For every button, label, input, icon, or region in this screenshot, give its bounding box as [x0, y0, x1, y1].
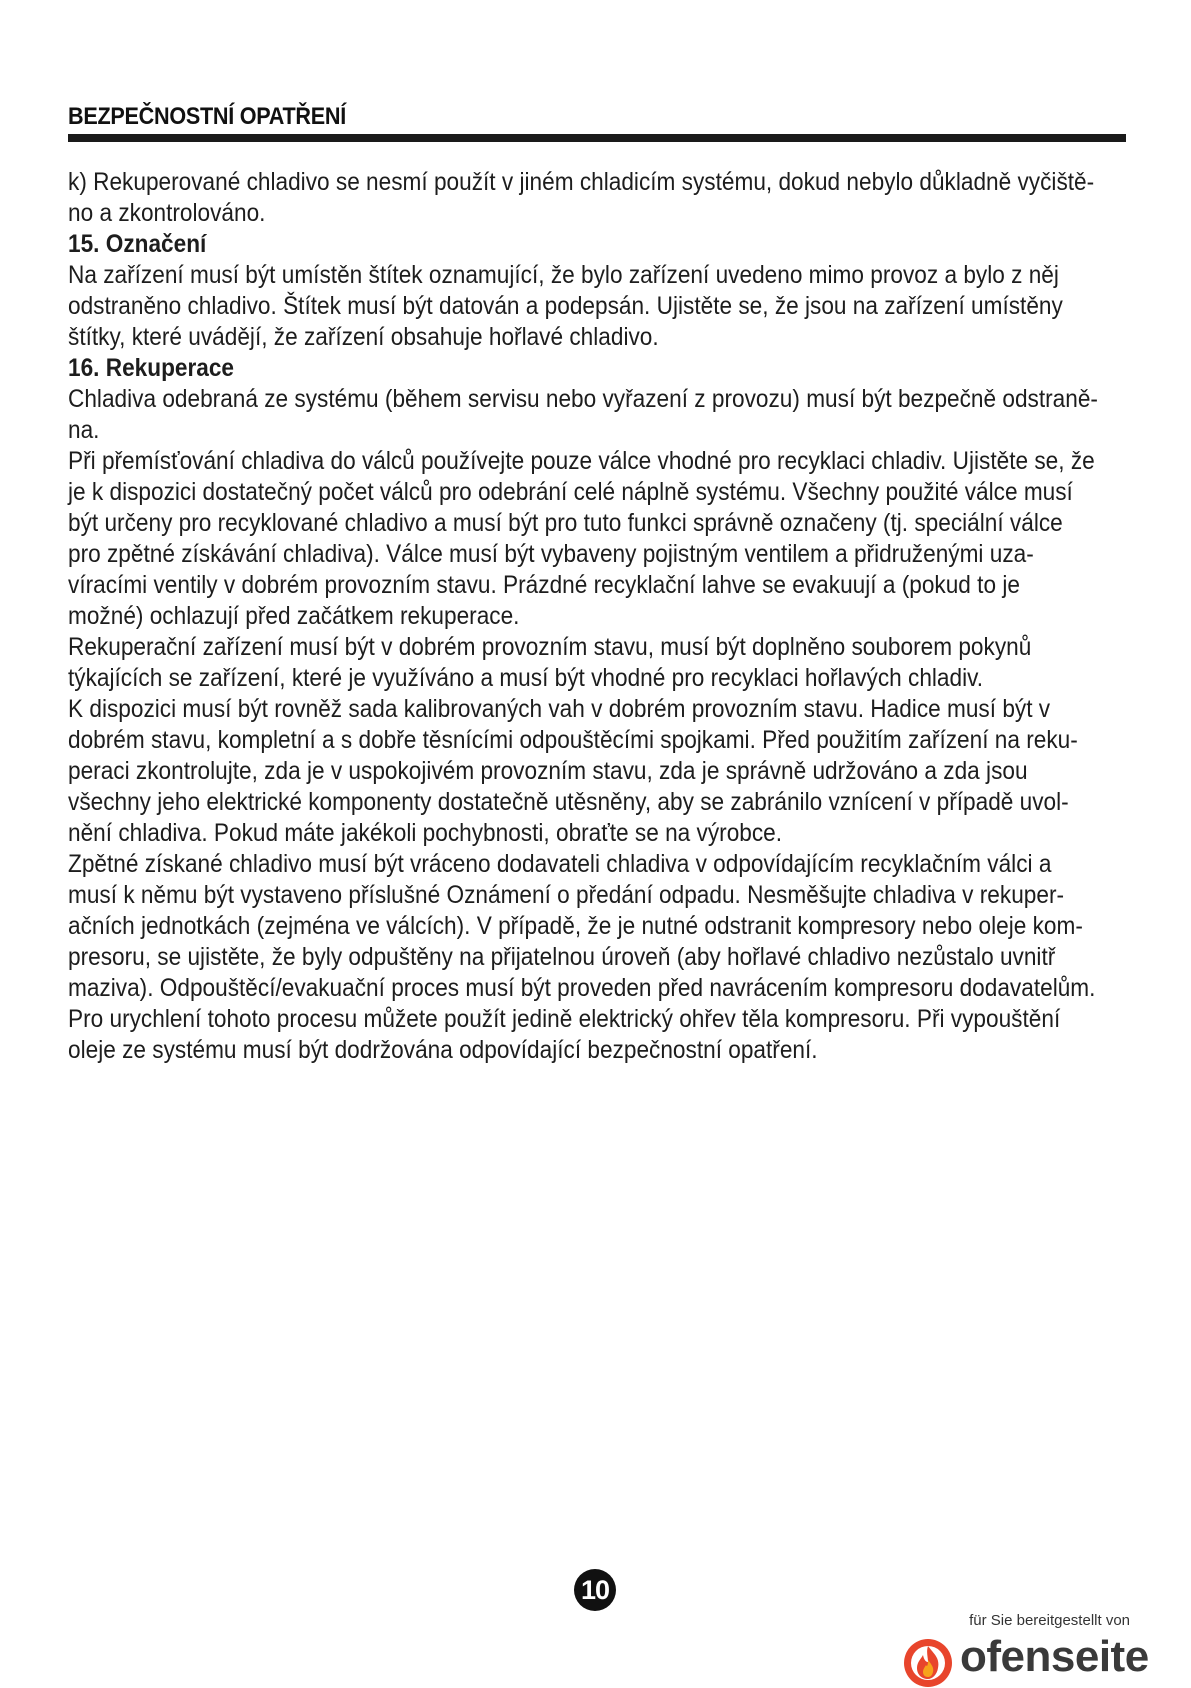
body-text-line: Chladiva odebraná ze systému (během servisu nebo vyřazení z provozu) musí být bezpečně odstraně- — [68, 385, 1098, 413]
section-heading: 16. Rekuperace — [68, 354, 235, 382]
section-heading: 15. Označení — [68, 230, 207, 258]
brand-name: ofenseite — [960, 1632, 1149, 1681]
header-divider — [68, 134, 1126, 142]
body-text-line: je k dispozici dostatečný počet válců pro odebrání celé náplně systému. Všechny použité válce musí — [68, 478, 1073, 506]
body-text-line: možné) ochlazují před začátkem rekuperace. — [68, 602, 520, 630]
body-text-line: Rekuperační zařízení musí být v dobrém provozním stavu, musí být doplněno souborem pokynů — [68, 633, 1032, 661]
body-text-line: ačních jednotkách (zejména ve válcích). V případě, že je nutné odstranit kompresory nebo oleje kom- — [68, 912, 1083, 940]
body-text-line: Při přemísťování chladiva do válců používejte pouze válce vhodné pro recyklaci chladiv. Ujistěte se, že — [68, 447, 1095, 475]
body-text-line: nění chladiva. Pokud máte jakékoli pochybnosti, obraťte se na výrobce. — [68, 819, 783, 847]
body-text-line: být určeny pro recyklované chladivo a musí být pro tuto funkci správně označeny (tj. speciální válce — [68, 509, 1063, 537]
brand-footer[interactable] — [890, 1604, 1149, 1684]
page-number: 10 — [574, 1569, 616, 1611]
body-text-line: oleje ze systému musí být dodržována odpovídající bezpečnostní opatření. — [68, 1036, 818, 1064]
body-text-line: odstraněno chladivo. Štítek musí být datován a podepsán. Ujistěte se, že jsou na zařízení umístěny — [68, 292, 1063, 320]
flame-icon — [900, 1636, 956, 1688]
body-text-line: no a zkontrolováno. — [68, 199, 266, 227]
body-text-line: Zpětné získané chladivo musí být vráceno dodavateli chladiva v odpovídajícím recyklačním válci a — [68, 850, 1052, 878]
body-text-line: všechny jeho elektrické komponenty dostatečně utěsněny, aby se zabránilo vznícení v případě uvol- — [68, 788, 1069, 816]
body-text-line: presoru, se ujistěte, že byly odpuštěny na přijatelnou úroveň (aby hořlavé chladivo nezůstalo uvnitř — [68, 943, 1056, 971]
body-text-line: K dispozici musí být rovněž sada kalibrovaných vah v dobrém provozním stavu. Hadice musí být v — [68, 695, 1051, 723]
body-text-line: dobrém stavu, kompletní a s dobře těsnícími odpouštěcími spojkami. Před použitím zařízení na reku- — [68, 726, 1078, 754]
brand-tagline: für Sie bereitgestellt von — [969, 1612, 1130, 1629]
page-title: BEZPEČNOSTNÍ OPATŘENÍ — [68, 103, 346, 130]
body-text-line: musí k němu být vystaveno příslušné Oznámení o předání odpadu. Nesměšujte chladiva v rekuper- — [68, 881, 1065, 909]
body-text-line: štítky, které uvádějí, že zařízení obsahuje hořlavé chladivo. — [68, 323, 659, 351]
body-text-line: pro zpětné získávání chladiva). Válce musí být vybaveny pojistným ventilem a přidruženými uza- — [68, 540, 1034, 568]
page-header — [68, 102, 1126, 132]
body-text-line: peraci zkontrolujte, zda je v uspokojivém provozním stavu, zda je správně udržováno a zda jsou — [68, 757, 1028, 785]
body-text-line: týkajících se zařízení, které je využíváno a musí být vhodné pro recyklaci hořlavých chladiv. — [68, 664, 984, 692]
body-text-line: maziva). Odpouštěcí/evakuační proces musí být proveden před navrácením kompresoru dodavatelům. — [68, 974, 1096, 1002]
body-text-line: víracími ventily v dobrém provozním stavu. Prázdné recyklační lahve se evakuují a (pokud to je — [68, 571, 1020, 599]
body-text-line: na. — [68, 416, 100, 444]
document-body — [68, 167, 1118, 1066]
body-text-line: Pro urychlení tohoto procesu můžete použít jedině elektrický ohřev těla kompresoru. Při vypouštění — [68, 1005, 1061, 1033]
body-text-line: Na zařízení musí být umístěn štítek oznamující, že bylo zařízení uvedeno mimo provoz a bylo z něj — [68, 261, 1059, 289]
body-text-line: k) Rekuperované chladivo se nesmí použít v jiném chladicím systému, dokud nebylo důkladně vyčiště- — [68, 168, 1095, 196]
